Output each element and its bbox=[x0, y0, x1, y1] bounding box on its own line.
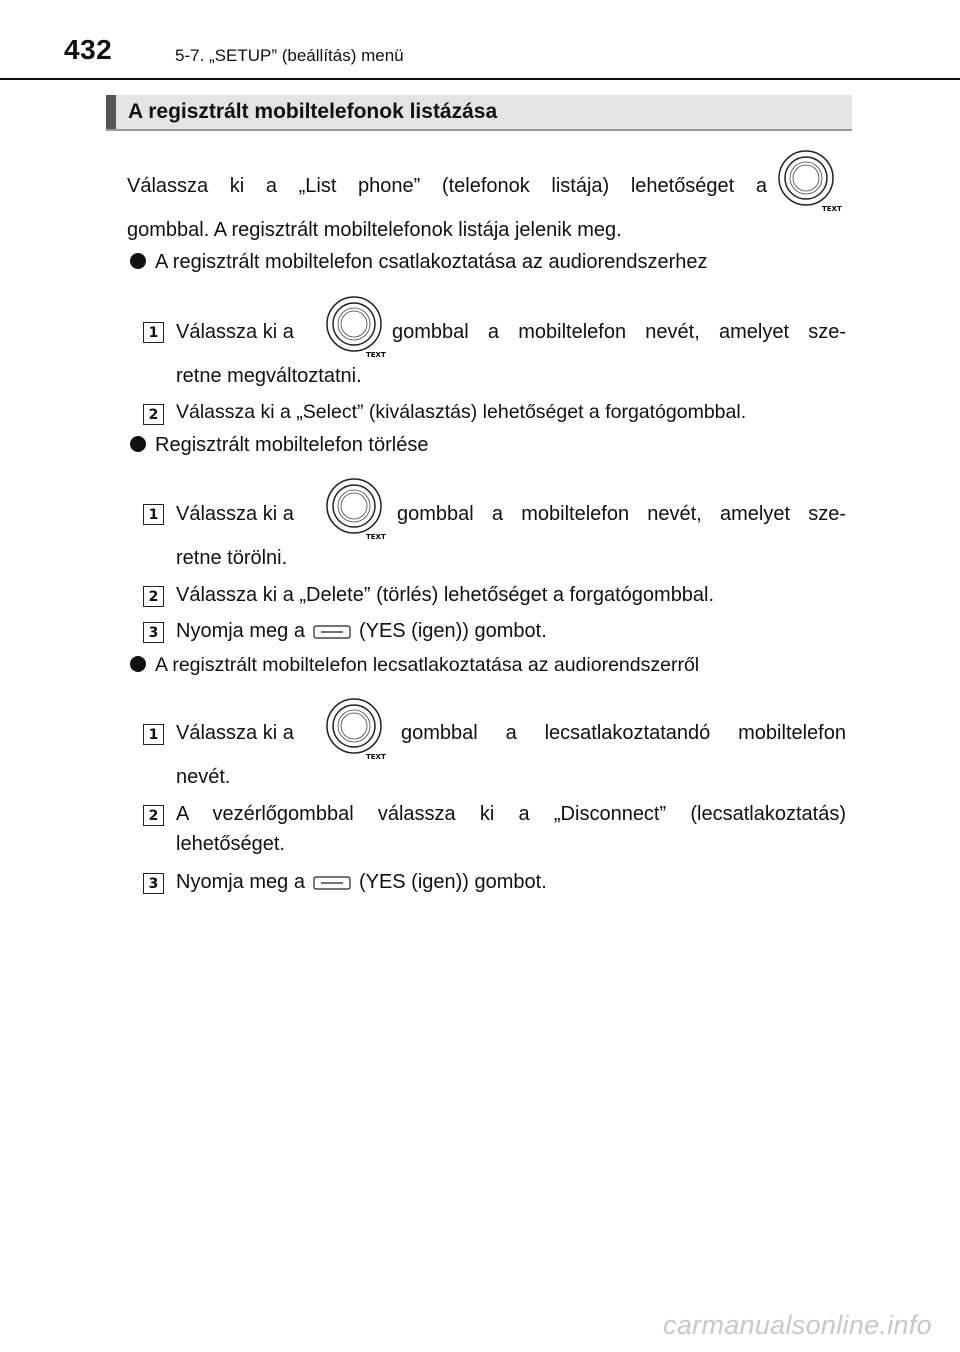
bullet-heading-text: A regisztrált mobiltelefon csatlakoztatása az audiorendszerhez bbox=[155, 251, 708, 273]
step-text bbox=[176, 868, 547, 896]
step-text bbox=[176, 617, 547, 645]
tune-knob-icon bbox=[778, 150, 842, 214]
bullet-heading-delete bbox=[130, 431, 428, 459]
step-number: 2 bbox=[143, 805, 164, 826]
section-heading-bar bbox=[106, 95, 852, 131]
step-text: Válassza ki a bbox=[176, 503, 294, 525]
yes-button-icon bbox=[313, 625, 351, 639]
step-text-cont: nevét. bbox=[176, 766, 231, 788]
bullet-icon bbox=[130, 253, 146, 269]
step-text-after: (YES (igen)) gombot. bbox=[358, 620, 547, 642]
step-number: 2 bbox=[143, 586, 164, 607]
step-text: Válassza ki a bbox=[176, 722, 294, 744]
svg-text:TEXT: TEXT bbox=[366, 533, 386, 541]
step-number: 3 bbox=[143, 622, 164, 643]
step-text-cont: retne megváltoztatni. bbox=[176, 365, 362, 387]
watermark: carmanualsonline.info bbox=[663, 1310, 932, 1340]
page-number: 432 bbox=[64, 34, 113, 65]
step-text: gombbal a mobiltelefon nevét, amelyet sze- bbox=[392, 321, 846, 343]
step-text-after: (YES (igen)) gombot. bbox=[358, 871, 547, 893]
bullet-icon bbox=[130, 656, 146, 672]
header-divider bbox=[0, 78, 960, 80]
tune-knob-icon bbox=[326, 478, 390, 542]
step-number: 2 bbox=[143, 404, 164, 425]
tune-knob-icon bbox=[326, 296, 390, 360]
section-marker bbox=[106, 95, 116, 129]
bullet-heading-disconnect bbox=[130, 651, 699, 679]
step-number: 1 bbox=[143, 322, 164, 343]
step-text: A vezérlőgombbal válassza ki a „Disconnect” (lecsatlakoztatás) bbox=[176, 803, 846, 825]
step-text: Válassza ki a bbox=[176, 321, 294, 343]
knob-label: TEXT bbox=[822, 205, 842, 213]
step-text: gombbal a lecsatlakoztatandó mobiltelefon bbox=[401, 722, 846, 744]
step-text-before: Nyomja meg a bbox=[176, 620, 305, 642]
bullet-heading-text: Regisztrált mobiltelefon törlése bbox=[155, 434, 429, 456]
svg-text:TEXT: TEXT bbox=[366, 753, 386, 761]
bullet-icon bbox=[130, 436, 146, 452]
step-text: Válassza ki a „Delete” (törlés) lehetőséget a forgatógombbal. bbox=[176, 584, 715, 606]
yes-button-icon bbox=[313, 876, 351, 890]
step-text-cont: lehetőséget. bbox=[176, 833, 285, 855]
tune-knob-icon bbox=[326, 698, 390, 762]
step-text-before: Nyomja meg a bbox=[176, 871, 305, 893]
intro-line-2: gombbal. A regisztrált mobiltelefonok listája jelenik meg. bbox=[127, 219, 622, 241]
svg-text:TEXT: TEXT bbox=[366, 351, 386, 359]
step-number: 3 bbox=[143, 873, 164, 894]
section-title: A regisztrált mobiltelefonok listázása bbox=[128, 100, 498, 123]
intro-line-1: Válassza ki a „List phone” (telefonok listája) lehetőséget a bbox=[127, 175, 767, 197]
chapter-title: 5-7. „SETUP” (beállítás) menü bbox=[175, 46, 404, 65]
step-number: 1 bbox=[143, 724, 164, 745]
step-number: 1 bbox=[143, 504, 164, 525]
bullet-heading-connect bbox=[130, 248, 708, 276]
step-text: gombbal a mobiltelefon nevét, amelyet sze- bbox=[397, 503, 846, 525]
step-text: Válassza ki a „Select” (kiválasztás) lehetőséget a forgatógombbal. bbox=[176, 401, 747, 423]
bullet-heading-text: A regisztrált mobiltelefon lecsatlakoztatása az audiorendszerről bbox=[155, 654, 700, 676]
step-text-cont: retne törölni. bbox=[176, 547, 288, 569]
